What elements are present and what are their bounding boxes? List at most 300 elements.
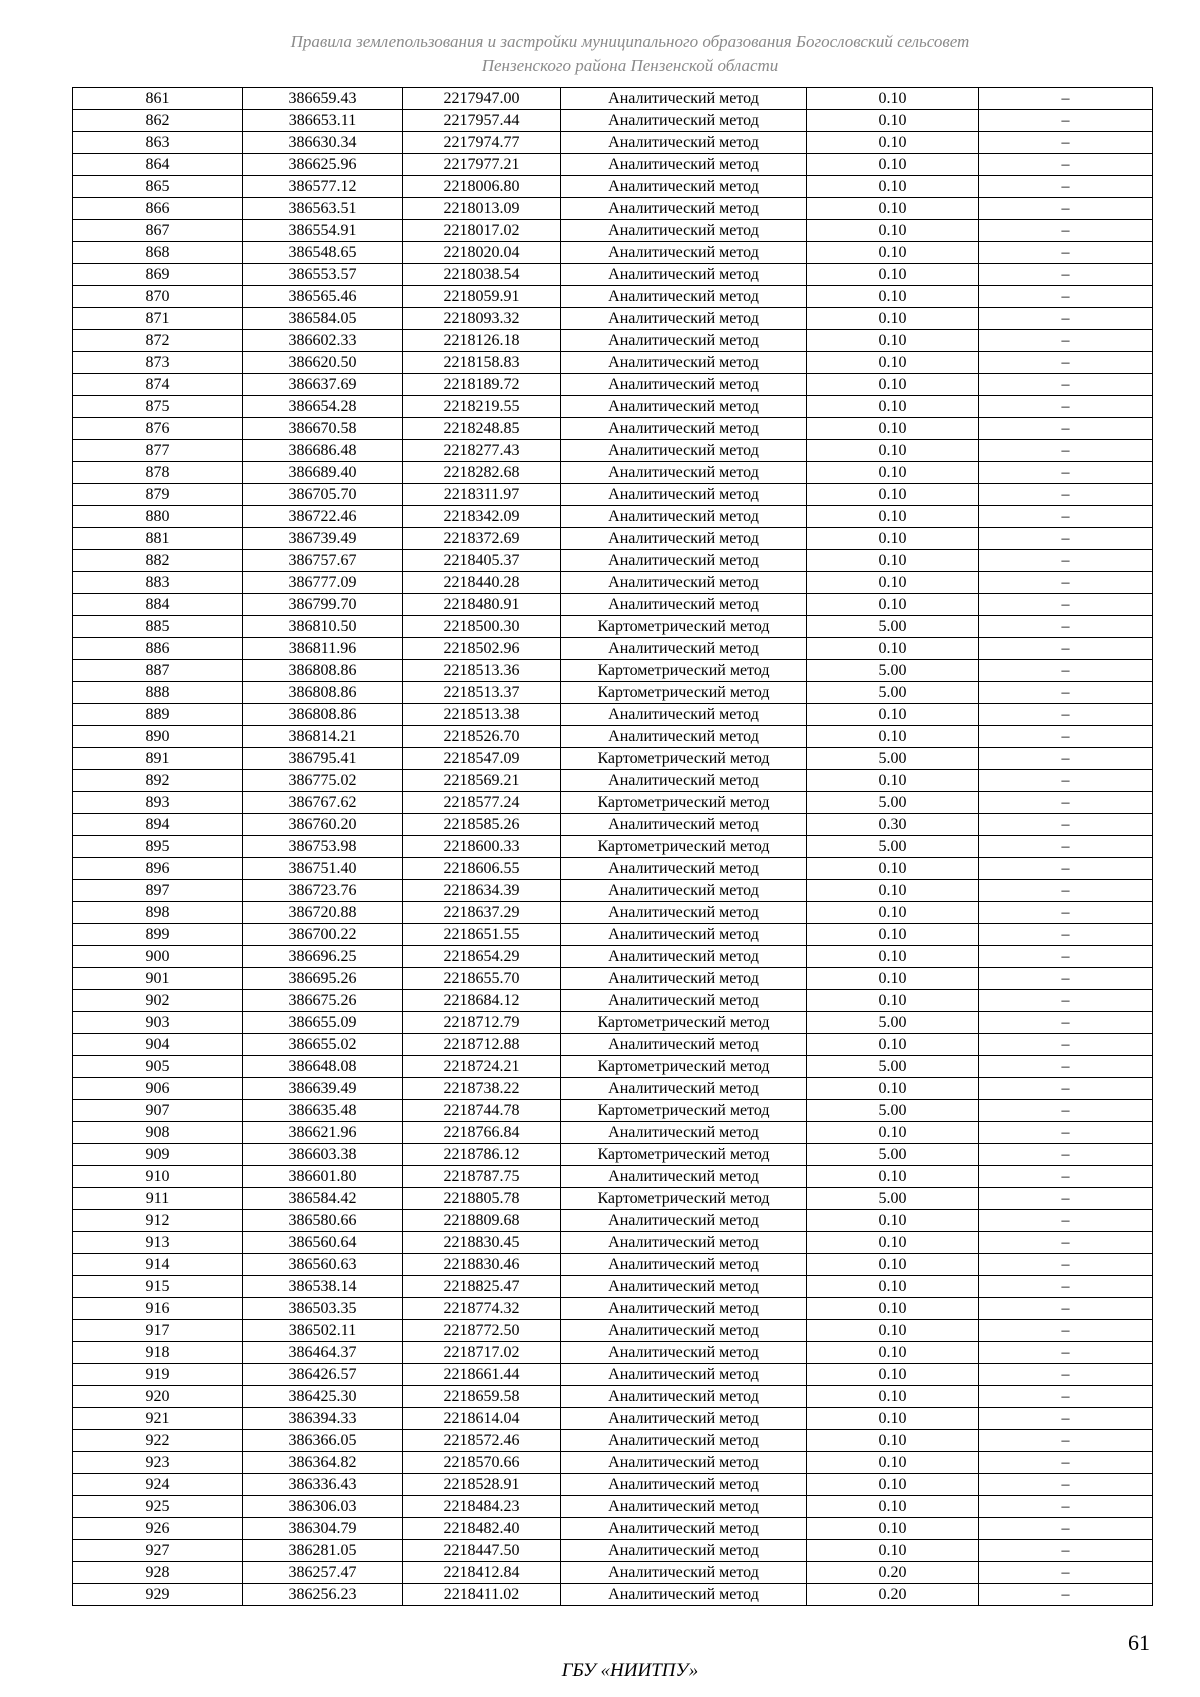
accuracy-cell: 0.10 [807, 770, 979, 792]
note-cell: – [979, 924, 1153, 946]
x-coordinate-cell: 386306.03 [243, 1496, 403, 1518]
y-coordinate-cell: 2218651.55 [403, 924, 561, 946]
accuracy-cell: 0.10 [807, 110, 979, 132]
note-cell: – [979, 682, 1153, 704]
accuracy-cell: 0.10 [807, 154, 979, 176]
note-cell: – [979, 286, 1153, 308]
table-row [73, 264, 1153, 286]
y-coordinate-cell: 2218547.09 [403, 748, 561, 770]
point-number-cell: 881 [73, 528, 243, 550]
note-cell: – [979, 1078, 1153, 1100]
x-coordinate-cell: 386722.46 [243, 506, 403, 528]
accuracy-cell: 0.10 [807, 88, 979, 110]
note-cell: – [979, 572, 1153, 594]
x-coordinate-cell: 386364.82 [243, 1452, 403, 1474]
note-cell: – [979, 748, 1153, 770]
x-coordinate-cell: 386753.98 [243, 836, 403, 858]
x-coordinate-cell: 386635.48 [243, 1100, 403, 1122]
accuracy-cell: 0.10 [807, 1496, 979, 1518]
point-number-cell: 877 [73, 440, 243, 462]
point-number-cell: 926 [73, 1518, 243, 1540]
note-cell: – [979, 1188, 1153, 1210]
table-row [73, 770, 1153, 792]
y-coordinate-cell: 2218020.04 [403, 242, 561, 264]
note-cell: – [979, 374, 1153, 396]
method-cell: Аналитический метод [561, 1320, 807, 1342]
note-cell: – [979, 1276, 1153, 1298]
point-number-cell: 906 [73, 1078, 243, 1100]
note-cell: – [979, 220, 1153, 242]
y-coordinate-cell: 2218684.12 [403, 990, 561, 1012]
note-cell: – [979, 858, 1153, 880]
x-coordinate-cell: 386464.37 [243, 1342, 403, 1364]
accuracy-cell: 0.10 [807, 1408, 979, 1430]
x-coordinate-cell: 386560.64 [243, 1232, 403, 1254]
note-cell: – [979, 770, 1153, 792]
note-cell: – [979, 528, 1153, 550]
table-row [73, 132, 1153, 154]
y-coordinate-cell: 2218219.55 [403, 396, 561, 418]
table-row [73, 1364, 1153, 1386]
accuracy-cell: 0.10 [807, 374, 979, 396]
y-coordinate-cell: 2218248.85 [403, 418, 561, 440]
accuracy-cell: 5.00 [807, 748, 979, 770]
note-cell: – [979, 1518, 1153, 1540]
note-cell: – [979, 638, 1153, 660]
y-coordinate-cell: 2218774.32 [403, 1298, 561, 1320]
note-cell: – [979, 484, 1153, 506]
y-coordinate-cell: 2217974.77 [403, 132, 561, 154]
table-row [73, 506, 1153, 528]
point-number-cell: 883 [73, 572, 243, 594]
point-number-cell: 896 [73, 858, 243, 880]
y-coordinate-cell: 2218661.44 [403, 1364, 561, 1386]
note-cell: – [979, 1342, 1153, 1364]
x-coordinate-cell: 386653.11 [243, 110, 403, 132]
method-cell: Аналитический метод [561, 1034, 807, 1056]
point-number-cell: 908 [73, 1122, 243, 1144]
y-coordinate-cell: 2218405.37 [403, 550, 561, 572]
point-number-cell: 924 [73, 1474, 243, 1496]
y-coordinate-cell: 2218655.70 [403, 968, 561, 990]
y-coordinate-cell: 2218634.39 [403, 880, 561, 902]
point-number-cell: 890 [73, 726, 243, 748]
point-number-cell: 921 [73, 1408, 243, 1430]
accuracy-cell: 0.10 [807, 1430, 979, 1452]
x-coordinate-cell: 386799.70 [243, 594, 403, 616]
method-cell: Аналитический метод [561, 1408, 807, 1430]
point-number-cell: 914 [73, 1254, 243, 1276]
accuracy-cell: 0.10 [807, 1364, 979, 1386]
x-coordinate-cell: 386256.23 [243, 1584, 403, 1606]
y-coordinate-cell: 2218526.70 [403, 726, 561, 748]
accuracy-cell: 5.00 [807, 792, 979, 814]
accuracy-cell: 0.10 [807, 352, 979, 374]
y-coordinate-cell: 2218585.26 [403, 814, 561, 836]
x-coordinate-cell: 386584.42 [243, 1188, 403, 1210]
method-cell: Картометрический метод [561, 748, 807, 770]
note-cell: – [979, 132, 1153, 154]
method-cell: Картометрический метод [561, 1012, 807, 1034]
y-coordinate-cell: 2218717.02 [403, 1342, 561, 1364]
table-row [73, 1254, 1153, 1276]
point-number-cell: 900 [73, 946, 243, 968]
table-row [73, 616, 1153, 638]
point-number-cell: 916 [73, 1298, 243, 1320]
method-cell: Картометрический метод [561, 682, 807, 704]
table-row [73, 1276, 1153, 1298]
point-number-cell: 907 [73, 1100, 243, 1122]
accuracy-cell: 0.10 [807, 1540, 979, 1562]
table-row [73, 1430, 1153, 1452]
accuracy-cell: 0.10 [807, 1474, 979, 1496]
x-coordinate-cell: 386670.58 [243, 418, 403, 440]
note-cell: – [979, 176, 1153, 198]
x-coordinate-cell: 386695.26 [243, 968, 403, 990]
note-cell: – [979, 1034, 1153, 1056]
table-row [73, 1386, 1153, 1408]
table-row [73, 1144, 1153, 1166]
point-number-cell: 917 [73, 1320, 243, 1342]
point-number-cell: 918 [73, 1342, 243, 1364]
accuracy-cell: 0.10 [807, 704, 979, 726]
accuracy-cell: 0.10 [807, 1122, 979, 1144]
point-number-cell: 891 [73, 748, 243, 770]
x-coordinate-cell: 386553.57 [243, 264, 403, 286]
table-row [73, 1408, 1153, 1430]
table-row [73, 1298, 1153, 1320]
accuracy-cell: 5.00 [807, 1056, 979, 1078]
note-cell: – [979, 1452, 1153, 1474]
y-coordinate-cell: 2218006.80 [403, 176, 561, 198]
point-number-cell: 893 [73, 792, 243, 814]
note-cell: – [979, 792, 1153, 814]
accuracy-cell: 5.00 [807, 1144, 979, 1166]
y-coordinate-cell: 2218447.50 [403, 1540, 561, 1562]
x-coordinate-cell: 386808.86 [243, 682, 403, 704]
point-number-cell: 922 [73, 1430, 243, 1452]
y-coordinate-cell: 2218017.02 [403, 220, 561, 242]
accuracy-cell: 0.10 [807, 1452, 979, 1474]
table-row [73, 440, 1153, 462]
x-coordinate-cell: 386751.40 [243, 858, 403, 880]
note-cell: – [979, 1166, 1153, 1188]
y-coordinate-cell: 2218093.32 [403, 308, 561, 330]
note-cell: – [979, 154, 1153, 176]
note-cell: – [979, 1122, 1153, 1144]
method-cell: Аналитический метод [561, 374, 807, 396]
table-row [73, 814, 1153, 836]
method-cell: Аналитический метод [561, 858, 807, 880]
x-coordinate-cell: 386639.49 [243, 1078, 403, 1100]
accuracy-cell: 0.10 [807, 440, 979, 462]
x-coordinate-cell: 386814.21 [243, 726, 403, 748]
table-row [73, 1342, 1153, 1364]
x-coordinate-cell: 386621.96 [243, 1122, 403, 1144]
x-coordinate-cell: 386720.88 [243, 902, 403, 924]
y-coordinate-cell: 2218013.09 [403, 198, 561, 220]
point-number-cell: 879 [73, 484, 243, 506]
accuracy-cell: 0.30 [807, 814, 979, 836]
method-cell: Аналитический метод [561, 594, 807, 616]
x-coordinate-cell: 386625.96 [243, 154, 403, 176]
note-cell: – [979, 814, 1153, 836]
point-number-cell: 878 [73, 462, 243, 484]
x-coordinate-cell: 386426.57 [243, 1364, 403, 1386]
table-row [73, 902, 1153, 924]
accuracy-cell: 0.20 [807, 1562, 979, 1584]
y-coordinate-cell: 2218528.91 [403, 1474, 561, 1496]
note-cell: – [979, 462, 1153, 484]
accuracy-cell: 0.10 [807, 968, 979, 990]
method-cell: Аналитический метод [561, 1386, 807, 1408]
method-cell: Аналитический метод [561, 1452, 807, 1474]
point-number-cell: 892 [73, 770, 243, 792]
accuracy-cell: 0.10 [807, 1518, 979, 1540]
accuracy-cell: 5.00 [807, 660, 979, 682]
point-number-cell: 915 [73, 1276, 243, 1298]
note-cell: – [979, 308, 1153, 330]
note-cell: – [979, 198, 1153, 220]
method-cell: Аналитический метод [561, 1298, 807, 1320]
point-number-cell: 897 [73, 880, 243, 902]
table-row [73, 1474, 1153, 1496]
point-number-cell: 923 [73, 1452, 243, 1474]
note-cell: – [979, 1386, 1153, 1408]
y-coordinate-cell: 2217977.21 [403, 154, 561, 176]
note-cell: – [979, 418, 1153, 440]
method-cell: Аналитический метод [561, 1540, 807, 1562]
point-number-cell: 870 [73, 286, 243, 308]
method-cell: Аналитический метод [561, 704, 807, 726]
method-cell: Картометрический метод [561, 660, 807, 682]
x-coordinate-cell: 386696.25 [243, 946, 403, 968]
note-cell: – [979, 1254, 1153, 1276]
note-cell: – [979, 836, 1153, 858]
x-coordinate-cell: 386603.38 [243, 1144, 403, 1166]
point-number-cell: 866 [73, 198, 243, 220]
table-row [73, 418, 1153, 440]
method-cell: Аналитический метод [561, 440, 807, 462]
y-coordinate-cell: 2218724.21 [403, 1056, 561, 1078]
x-coordinate-cell: 386565.46 [243, 286, 403, 308]
point-number-cell: 899 [73, 924, 243, 946]
y-coordinate-cell: 2218600.33 [403, 836, 561, 858]
note-cell: – [979, 1232, 1153, 1254]
point-number-cell: 885 [73, 616, 243, 638]
point-number-cell: 872 [73, 330, 243, 352]
y-coordinate-cell: 2218513.36 [403, 660, 561, 682]
point-number-cell: 888 [73, 682, 243, 704]
y-coordinate-cell: 2218513.37 [403, 682, 561, 704]
note-cell: – [979, 902, 1153, 924]
method-cell: Аналитический метод [561, 1364, 807, 1386]
method-cell: Аналитический метод [561, 726, 807, 748]
note-cell: – [979, 1474, 1153, 1496]
point-number-cell: 920 [73, 1386, 243, 1408]
note-cell: – [979, 1100, 1153, 1122]
method-cell: Аналитический метод [561, 264, 807, 286]
table-row [73, 484, 1153, 506]
accuracy-cell: 0.10 [807, 594, 979, 616]
table-row [73, 176, 1153, 198]
accuracy-cell: 0.10 [807, 220, 979, 242]
point-number-cell: 868 [73, 242, 243, 264]
y-coordinate-cell: 2218786.12 [403, 1144, 561, 1166]
table-row [73, 352, 1153, 374]
point-number-cell: 905 [73, 1056, 243, 1078]
method-cell: Аналитический метод [561, 242, 807, 264]
accuracy-cell: 5.00 [807, 616, 979, 638]
point-number-cell: 871 [73, 308, 243, 330]
table-row [73, 1056, 1153, 1078]
point-number-cell: 884 [73, 594, 243, 616]
point-number-cell: 901 [73, 968, 243, 990]
accuracy-cell: 0.20 [807, 1584, 979, 1606]
point-number-cell: 880 [73, 506, 243, 528]
x-coordinate-cell: 386648.08 [243, 1056, 403, 1078]
accuracy-cell: 0.10 [807, 462, 979, 484]
point-number-cell: 929 [73, 1584, 243, 1606]
method-cell: Аналитический метод [561, 418, 807, 440]
method-cell: Аналитический метод [561, 132, 807, 154]
accuracy-cell: 0.10 [807, 242, 979, 264]
method-cell: Аналитический метод [561, 814, 807, 836]
note-cell: – [979, 726, 1153, 748]
accuracy-cell: 0.10 [807, 858, 979, 880]
x-coordinate-cell: 386366.05 [243, 1430, 403, 1452]
x-coordinate-cell: 386723.76 [243, 880, 403, 902]
accuracy-cell: 0.10 [807, 1254, 979, 1276]
method-cell: Аналитический метод [561, 352, 807, 374]
method-cell: Аналитический метод [561, 198, 807, 220]
table-row [73, 858, 1153, 880]
x-coordinate-cell: 386425.30 [243, 1386, 403, 1408]
point-number-cell: 874 [73, 374, 243, 396]
x-coordinate-cell: 386808.86 [243, 660, 403, 682]
note-cell: – [979, 1540, 1153, 1562]
x-coordinate-cell: 386757.67 [243, 550, 403, 572]
table-row [73, 726, 1153, 748]
method-cell: Аналитический метод [561, 770, 807, 792]
note-cell: – [979, 1320, 1153, 1342]
point-number-cell: 903 [73, 1012, 243, 1034]
accuracy-cell: 0.10 [807, 924, 979, 946]
note-cell: – [979, 1496, 1153, 1518]
note-cell: – [979, 1056, 1153, 1078]
y-coordinate-cell: 2218569.21 [403, 770, 561, 792]
note-cell: – [979, 880, 1153, 902]
note-cell: – [979, 264, 1153, 286]
method-cell: Картометрический метод [561, 1144, 807, 1166]
method-cell: Картометрический метод [561, 792, 807, 814]
x-coordinate-cell: 386257.47 [243, 1562, 403, 1584]
method-cell: Аналитический метод [561, 286, 807, 308]
point-number-cell: 925 [73, 1496, 243, 1518]
table-row [73, 594, 1153, 616]
note-cell: – [979, 110, 1153, 132]
y-coordinate-cell: 2218411.02 [403, 1584, 561, 1606]
y-coordinate-cell: 2217947.00 [403, 88, 561, 110]
point-number-cell: 911 [73, 1188, 243, 1210]
note-cell: – [979, 704, 1153, 726]
point-number-cell: 898 [73, 902, 243, 924]
table-row [73, 286, 1153, 308]
note-cell: – [979, 968, 1153, 990]
y-coordinate-cell: 2218440.28 [403, 572, 561, 594]
point-number-cell: 861 [73, 88, 243, 110]
accuracy-cell: 0.10 [807, 198, 979, 220]
accuracy-cell: 0.10 [807, 990, 979, 1012]
accuracy-cell: 0.10 [807, 484, 979, 506]
accuracy-cell: 0.10 [807, 946, 979, 968]
method-cell: Аналитический метод [561, 1166, 807, 1188]
y-coordinate-cell: 2218189.72 [403, 374, 561, 396]
y-coordinate-cell: 2218480.91 [403, 594, 561, 616]
method-cell: Аналитический метод [561, 176, 807, 198]
accuracy-cell: 0.10 [807, 1034, 979, 1056]
accuracy-cell: 5.00 [807, 836, 979, 858]
method-cell: Аналитический метод [561, 1496, 807, 1518]
method-cell: Аналитический метод [561, 924, 807, 946]
x-coordinate-cell: 386655.09 [243, 1012, 403, 1034]
y-coordinate-cell: 2217957.44 [403, 110, 561, 132]
accuracy-cell: 0.10 [807, 550, 979, 572]
table-row [73, 220, 1153, 242]
y-coordinate-cell: 2218282.68 [403, 462, 561, 484]
note-cell: – [979, 88, 1153, 110]
x-coordinate-cell: 386739.49 [243, 528, 403, 550]
note-cell: – [979, 550, 1153, 572]
y-coordinate-cell: 2218614.04 [403, 1408, 561, 1430]
x-coordinate-cell: 386560.63 [243, 1254, 403, 1276]
y-coordinate-cell: 2218637.29 [403, 902, 561, 924]
x-coordinate-cell: 386620.50 [243, 352, 403, 374]
point-number-cell: 919 [73, 1364, 243, 1386]
accuracy-cell: 0.10 [807, 176, 979, 198]
method-cell: Аналитический метод [561, 968, 807, 990]
method-cell: Аналитический метод [561, 1430, 807, 1452]
point-number-cell: 882 [73, 550, 243, 572]
method-cell: Аналитический метод [561, 1210, 807, 1232]
method-cell: Картометрический метод [561, 836, 807, 858]
point-number-cell: 873 [73, 352, 243, 374]
method-cell: Аналитический метод [561, 308, 807, 330]
point-number-cell: 876 [73, 418, 243, 440]
point-number-cell: 894 [73, 814, 243, 836]
header-line-2: Пензенского района Пензенской области [481, 56, 779, 75]
header-line-1: Правила землепользования и застройки муниципального образования Богословский сельсовет [290, 32, 970, 51]
y-coordinate-cell: 2218038.54 [403, 264, 561, 286]
y-coordinate-cell: 2218659.58 [403, 1386, 561, 1408]
x-coordinate-cell: 386601.80 [243, 1166, 403, 1188]
accuracy-cell: 0.10 [807, 1078, 979, 1100]
note-cell: – [979, 1408, 1153, 1430]
accuracy-cell: 0.10 [807, 132, 979, 154]
method-cell: Аналитический метод [561, 1078, 807, 1100]
accuracy-cell: 0.10 [807, 726, 979, 748]
method-cell: Аналитический метод [561, 528, 807, 550]
table-row [73, 572, 1153, 594]
y-coordinate-cell: 2218570.66 [403, 1452, 561, 1474]
x-coordinate-cell: 386795.41 [243, 748, 403, 770]
y-coordinate-cell: 2218738.22 [403, 1078, 561, 1100]
method-cell: Аналитический метод [561, 990, 807, 1012]
table-row [73, 330, 1153, 352]
accuracy-cell: 0.10 [807, 572, 979, 594]
note-cell: – [979, 1298, 1153, 1320]
note-cell: – [979, 396, 1153, 418]
